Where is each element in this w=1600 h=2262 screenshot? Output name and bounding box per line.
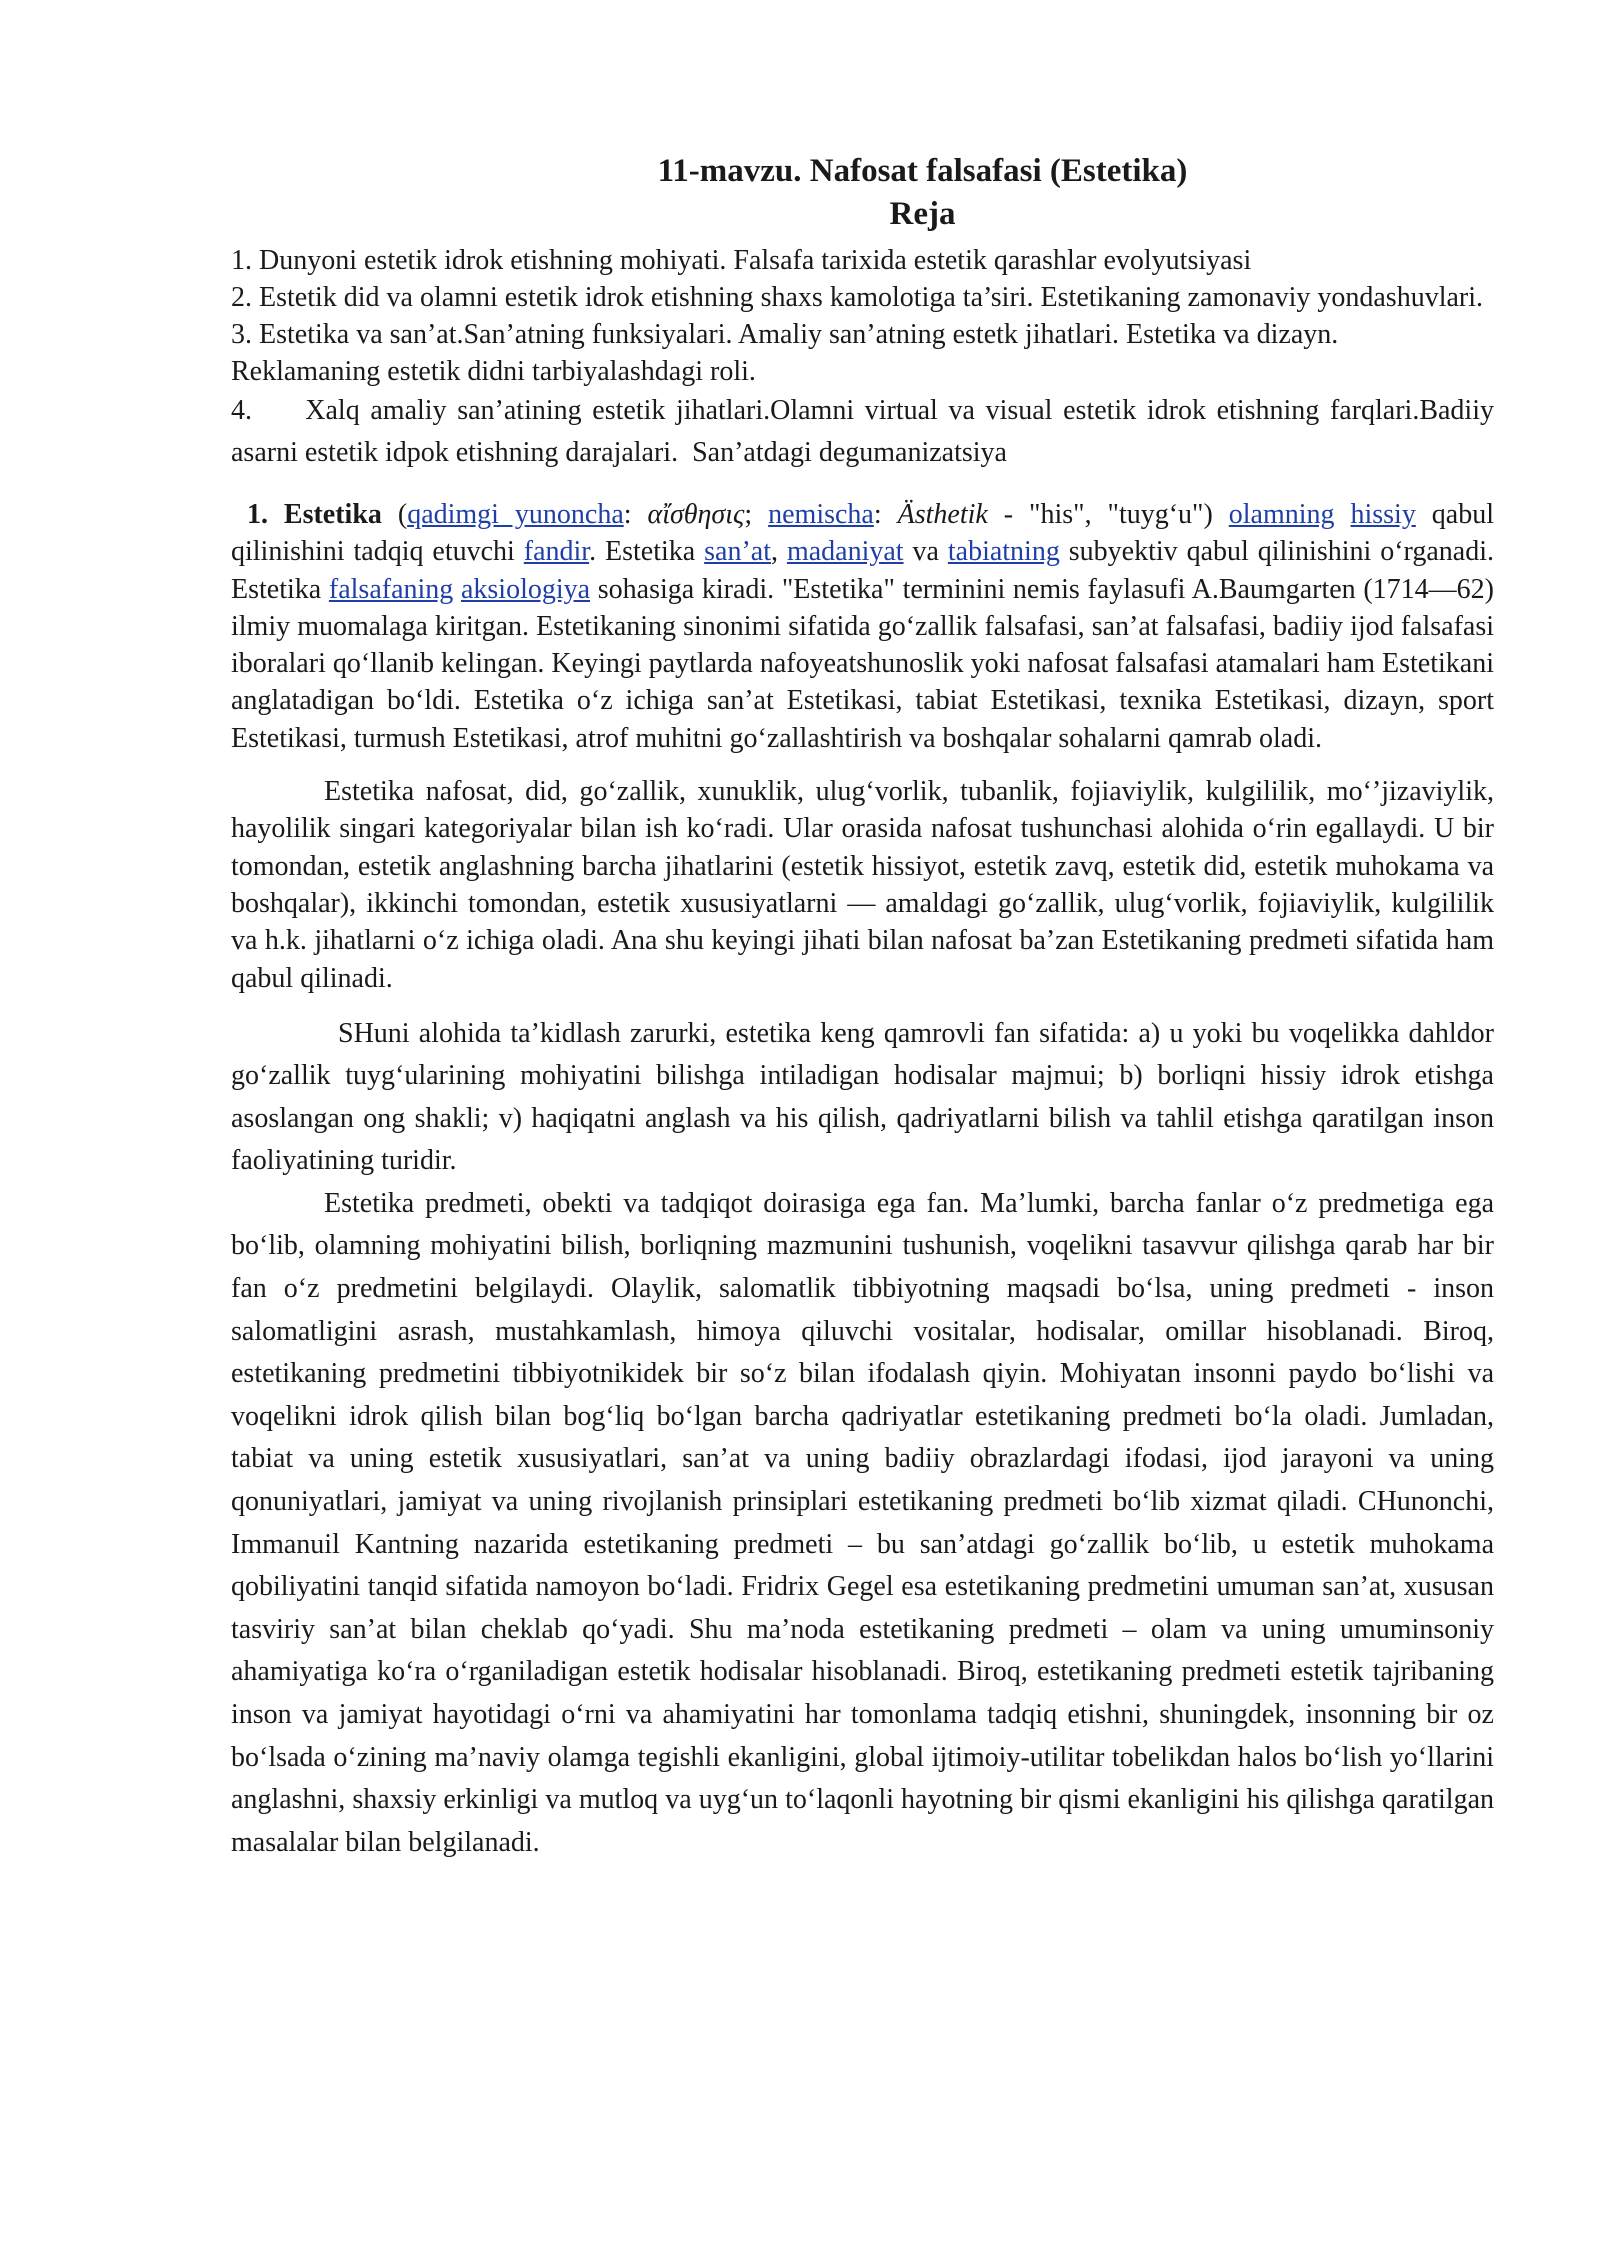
paragraph-number: 1. bbox=[246, 499, 268, 530]
link-sanat[interactable]: san’at bbox=[704, 536, 771, 568]
text-segment: subyektiv qabul qilinishini o‘rganadi. Estetika bbox=[231, 536, 1494, 605]
paragraph-definition-points: SHuni alohida ta’kidlash zarurki, estetika keng qamrovli fan sifatida: a) u yoki bu voqelikka dahldor go‘zallik tuyg‘ularining mohiyatini bilishga intiladigan hodisalar majmui; b) borliqni hissiy idrok etishga asoslangan ong shakli; v) haqiqatni anglash va his qilish, qadriyatlarni bilish va tahlil etishga qaratilgan inson faoliyatining turidir. bbox=[231, 1017, 1494, 1177]
text-segment: . Estetika bbox=[589, 536, 705, 568]
text-segment: ; bbox=[744, 499, 769, 530]
text-segment: : bbox=[873, 499, 898, 530]
paragraph-subject: Estetika predmeti, obekti va tadqiqot doirasiga ega fan. Ma’lumki, barcha fanlar o‘z predmetiga ega bo‘lib, olamning mohiyatini bilish, borliqning mazmunini tushunish, voqelikni tasavvur qilishga qarab har bir fan o‘z predmetini belgilaydi. Olaylik, salomatlik tibbiyotning maqsadi bo‘lsa, uning predmeti - inson salomatligini asrash, mustahkamlash, himoya qiluvchi vositalar, hodisalar, omillar hisoblanadi. Biroq, estetikaning predmetini tibbiyotnikidek bir so‘z bilan ifodalash qiyin. Mohiyatan insonni paydo bo‘lishi va voqelikni idrok qilish bilan bog‘liq bo‘lgan barcha qadriyatlar estetikaning predmeti bo‘la oladi. Jumladan, tabiat va uning estetik xususiyatlari, san’at va uning badiiy obrazlardagi ifodasi, ijod jarayoni va uning qonuniyatlari, jamiyat va uning rivojlanish prinsiplari estetikaning predmeti bo‘lib xizmat qiladi. CHunonchi, Immanuil Kantning nazarida estetikaning predmeti – bu san’atdagi go‘zallik bo‘lib, u estetik muhokama qobiliyatini tanqid sifatida namoyon bo‘ladi. Fridrix Gegel esa estetikaning predmetini umuman san’at, xususan tasviriy san’at bilan cheklab qo‘yadi. Shu ma’noda estetikaning predmeti – olam va uning umuminsoniy ahamiyatiga ko‘ra o‘rganiladigan estetik hodisalar hisoblanadi. Biroq, estetikaning predmeti estetik tajribaning inson va jamiyat hayotidagi o‘rni va ahamiyatini har tomonlama tadqiq etishni, shuningdek, insonning bir oz bo‘lsada o‘zining ma’naviy olamga tegishli ekanligini, global ijtimoiy-utilitar tobelikdan halos bo‘lish yo‘llarini anglashni, shaxsiy erkinligi va mutloq va uyg‘un to‘laqonli hayotning bir qismi ekanligini his qilishga qaratilgan masalalar bilan belgilanadi. bbox=[231, 1187, 1494, 1858]
plan-item-3: 3. Estetika va san’at.San’atning funksiyalari. Amaliy san’atning estetk jihatlari. Estetika va dizayn. Reklamaning estetik didni tarbiyalashdagi roli. bbox=[231, 319, 1339, 387]
plan-item-4: 4. Xalq amaliy san’atining estetik jihatlari.Olamni virtual va visual estetik idrok etishning farqlari.Badiiy asarni estetik idpok etishning darajalari. San’atdagi degumanizatsiya bbox=[231, 395, 1501, 468]
text-segment: qabul qilinishini tadqiq etuvchi bbox=[231, 499, 1495, 568]
german-word: Ästhetik bbox=[897, 499, 988, 530]
link-aksiologiya[interactable]: aksiologiya bbox=[460, 573, 591, 605]
link-olamning[interactable]: olamning bbox=[1228, 499, 1335, 530]
link-madaniyat[interactable]: madaniyat bbox=[786, 536, 904, 568]
plan-item-2: 2. Estetik did va olamni estetik idrok etishning shaxs kamolotiga ta’siri. Estetikaning zamonaviy yondashuvlari. bbox=[231, 282, 1484, 313]
greek-word: αἴσθησις bbox=[647, 499, 745, 530]
link-hissiy[interactable]: hissiy bbox=[1350, 499, 1416, 530]
text-segment: : bbox=[623, 499, 648, 530]
text-segment: ( bbox=[381, 499, 408, 530]
document-title: 11-mavzu. Nafosat falsafasi (Estetika) bbox=[657, 153, 1188, 189]
paragraph-definition bbox=[231, 496, 1494, 757]
text-segment: - "his", "tuyg‘u") bbox=[987, 499, 1229, 530]
text-segment bbox=[1335, 499, 1351, 530]
link-falsafaning[interactable]: falsafaning bbox=[328, 573, 454, 605]
document-page bbox=[231, 150, 1501, 1864]
text-segment: sohasiga kiradi. "Estetika" terminini nemis faylasufi A.Baumgarten (1714—62) ilmiy muomalaga kiritgan. Estetikaning sinonimi sifatida go‘zallik falsafasi, san’at falsafasi, badiiy ijod falsafasi iboralari qo‘llanib kelingan. Keyingi paytlarda nafoyeatshunoslik yoki nafosat falsafasi atamalari ham Estetikani anglatadigan bo‘ldi. Estetika o‘z ichiga san’at Estetikasi, tabiat Estetikasi, texnika Estetikasi, dizayn, sport Estetikasi, turmush Estetikasi, atrof muhitni go‘zallashtirish va boshqalar sohalarni qamrab oladi. bbox=[231, 573, 1494, 754]
plan-list bbox=[231, 242, 1501, 474]
text-segment: , bbox=[771, 536, 787, 568]
plan-item-1: 1. Dunyoni estetik idrok etishning mohiyati. Falsafa tarixida estetik qarashlar evolyutsiyasi bbox=[231, 245, 1252, 276]
link-qadimgi-yunoncha[interactable]: qadimgi yunoncha bbox=[407, 499, 624, 530]
link-tabiatning[interactable]: tabiatning bbox=[947, 536, 1060, 568]
link-fandir[interactable]: fandir bbox=[523, 536, 590, 568]
term-estetika: Estetika bbox=[283, 499, 382, 530]
text-segment bbox=[453, 574, 461, 605]
text-segment: va bbox=[903, 536, 948, 568]
plan-heading: Reja bbox=[889, 196, 956, 232]
link-nemischa[interactable]: nemischa bbox=[768, 499, 874, 530]
paragraph-categories: Estetika nafosat, did, go‘zallik, xunuklik, ulug‘vorlik, tubanlik, fojiaviylik, kulgililik, mo‘’jizaviylik, hayolilik singari kategoriyalar bilan ish ko‘radi. Ular orasida nafosat tushunchasi alohida o‘rin egallaydi. U bir tomondan, estetik anglashning barcha jihatlarini (estetik hissiyot, estetik zavq, estetik did, estetik muhokama va boshqalar), ikkinchi tomondan, estetik xususiyatlarni — amaldagi go‘zallik, ulug‘vorlik, fojiaviylik, kulgililik va h.k. jihatlarni o‘z ichiga oladi. Ana shu keyingi jihati bilan nafosat ba’zan Estetikaning predmeti sifatida ham qabul qilinadi. bbox=[231, 776, 1494, 994]
